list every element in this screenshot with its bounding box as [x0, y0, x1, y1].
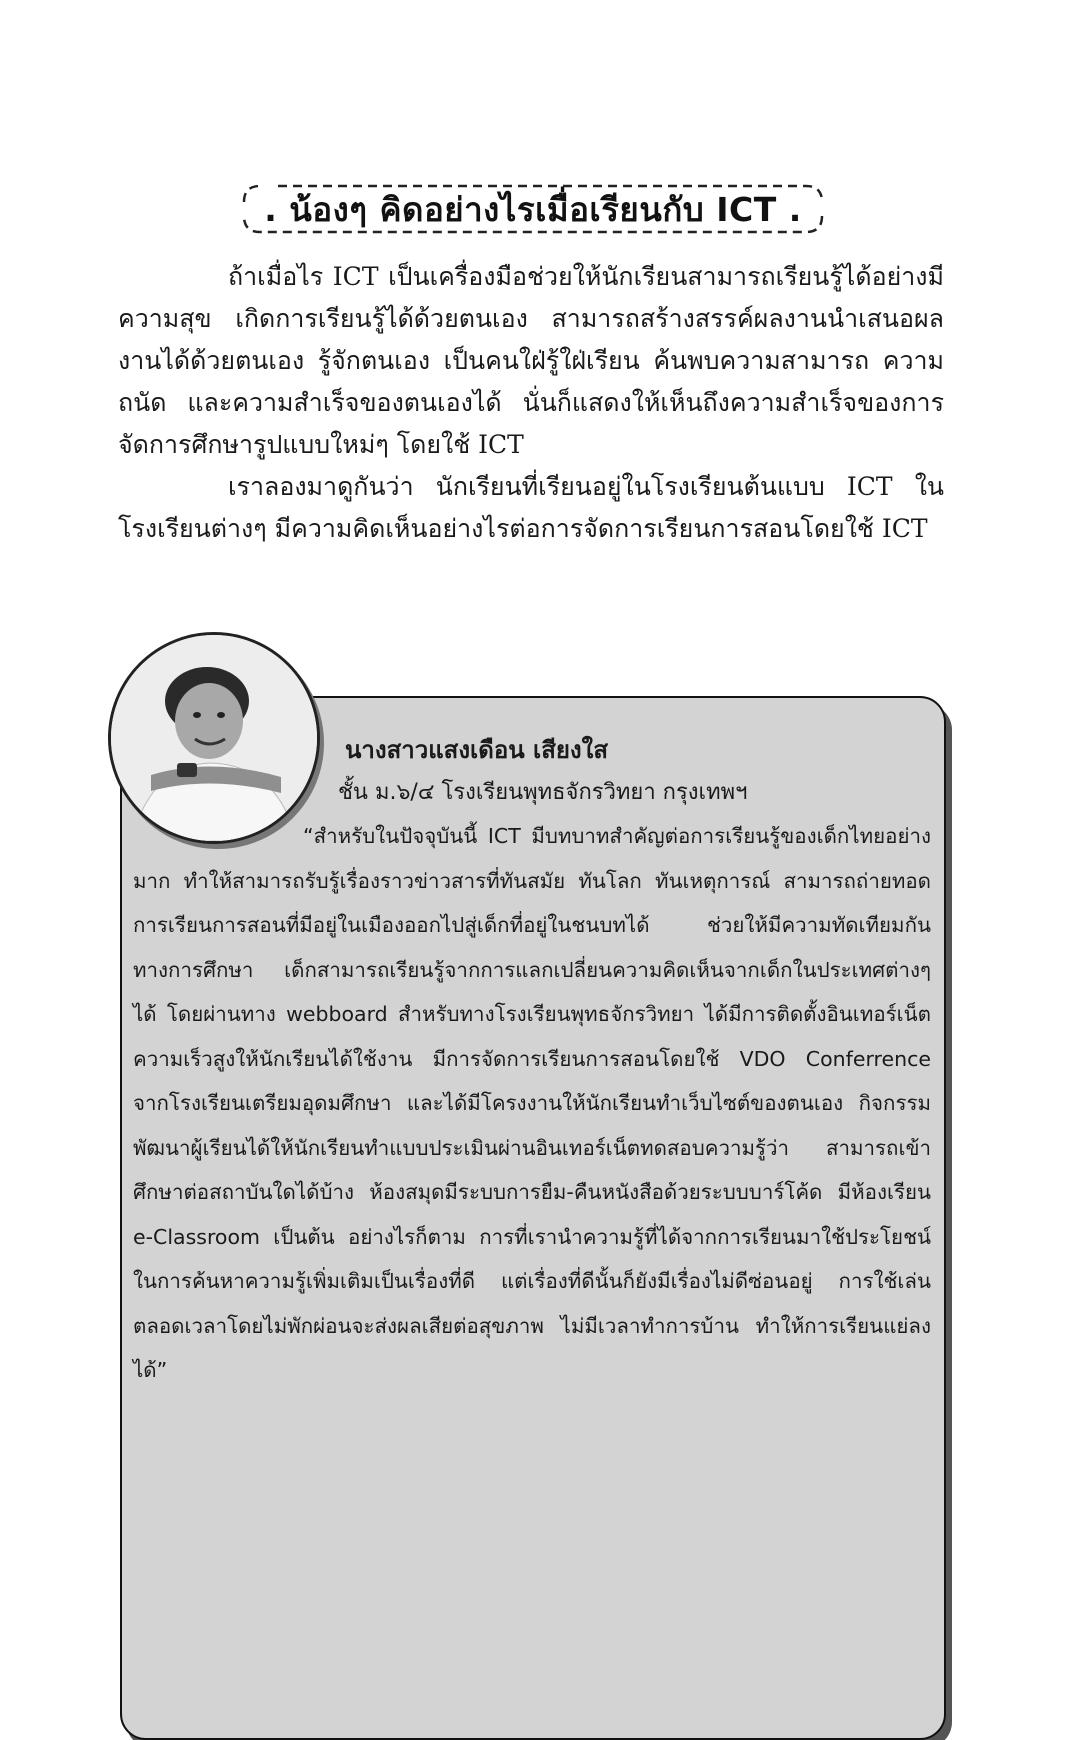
intro-paragraph-2: เราลองมาดูกันว่า นักเรียนที่เรียนอยู่ในโรงเรียนต้นแบบ ICT ในโรงเรียนต่างๆ มีความคิดเห็นอย่างไรต่อการจัดการเรียนการสอนโดยใช้ ICT	[118, 472, 944, 543]
student-photo	[108, 632, 320, 844]
student-quote: “สำหรับในปัจจุบันนี้ ICT มีบทบาทสำคัญต่อการเรียนรู้ของเด็กไทยอย่างมาก ทำให้สามารถรับรู้เรื่องราวข่าวสารที่ทันสมัย ทันโลก ทันเหตุการณ์ สามารถถ่ายทอดการเรียนการสอนที่มีอยู่ในเมืองออกไปสู่เด็กที่อยู่ในชนบทได้ ช่วยให้มีความทัดเทียมกันทางการศึกษา เด็กสามารถเรียนรู้จากการแลกเปลี่ยนความคิดเห็นจากเด็กในประเทศต่างๆ ได้ โดยผ่านทาง webboard สำหรับทางโรงเรียนพุทธจักรวิทยา ได้มีการติดตั้งอินเทอร์เน็ตความเร็วสูงให้นักเรียนได้ใช้งาน มีการจัดการเรียนการสอนโดยใช้ VDO Conferrence จากโรงเรียนเตรียมอุดมศึกษา และได้มีโครงงานให้นักเรียนทำเว็บไซต์ของตนเอง กิจกรรมพัฒนาผู้เรียนได้ให้นักเรียนทำแบบประเมินผ่านอินเทอร์เน็ตทดสอบความรู้ว่า สามารถเข้าศึกษาต่อสถาบันใดได้บ้าง ห้องสมุดมีระบบการยืม-คืนหนังสือด้วยระบบบาร์โค้ด มีห้องเรียน e-Classroom เป็นต้น อย่างไรก็ตาม การที่เรานำความรู้ที่ได้จากการเรียนมาใช้ประโยชน์ในการค้นหาความรู้เพิ่มเติมเป็นเรื่องที่ดี แต่เรื่องที่ดีนั้นก็ยังมีเรื่องไม่ดีซ่อนอยู่ การใช้เล่นตลอดเวลาโดยไม่พักผ่อนจะส่งผลเสียต่อสุขภาพ ไม่มีเวลาทำการบ้าน ทำให้การเรียนแย่ลงได้”	[133, 824, 931, 1382]
section-title-frame	[238, 180, 828, 238]
section-title: . น้องๆ คิดอย่างไรเมื่อเรียนกับ ICT .	[264, 189, 802, 229]
student-portrait-icon	[111, 635, 317, 841]
student-school: ชั้น ม.๖/๔ โรงเรียนพุทธจักรวิทยา กรุงเทพฯ	[338, 780, 748, 805]
intro-paragraph-1: ถ้าเมื่อไร ICT เป็นเครื่องมือช่วยให้นักเรียนสามารถเรียนรู้ได้อย่างมีความสุข เกิดการเรียนรู้ได้ด้วยตนเอง สามารถสร้างสรรค์ผลงานนำเสนอผลงานได้ด้วยตนเอง รู้จักตนเอง เป็นคนใฝ่รู้ใฝ่เรียน ค้นพบความสามารถ ความถนัด และความสำเร็จของตนเองได้ นั่นก็แสดงให้เห็นถึงความสำเร็จของการจัดการศึกษารูปแบบใหม่ๆ โดยใช้ ICT	[118, 262, 944, 459]
student-name: นางสาวแสงเดือน เสียงใส	[345, 736, 609, 764]
intro-text	[118, 256, 944, 550]
